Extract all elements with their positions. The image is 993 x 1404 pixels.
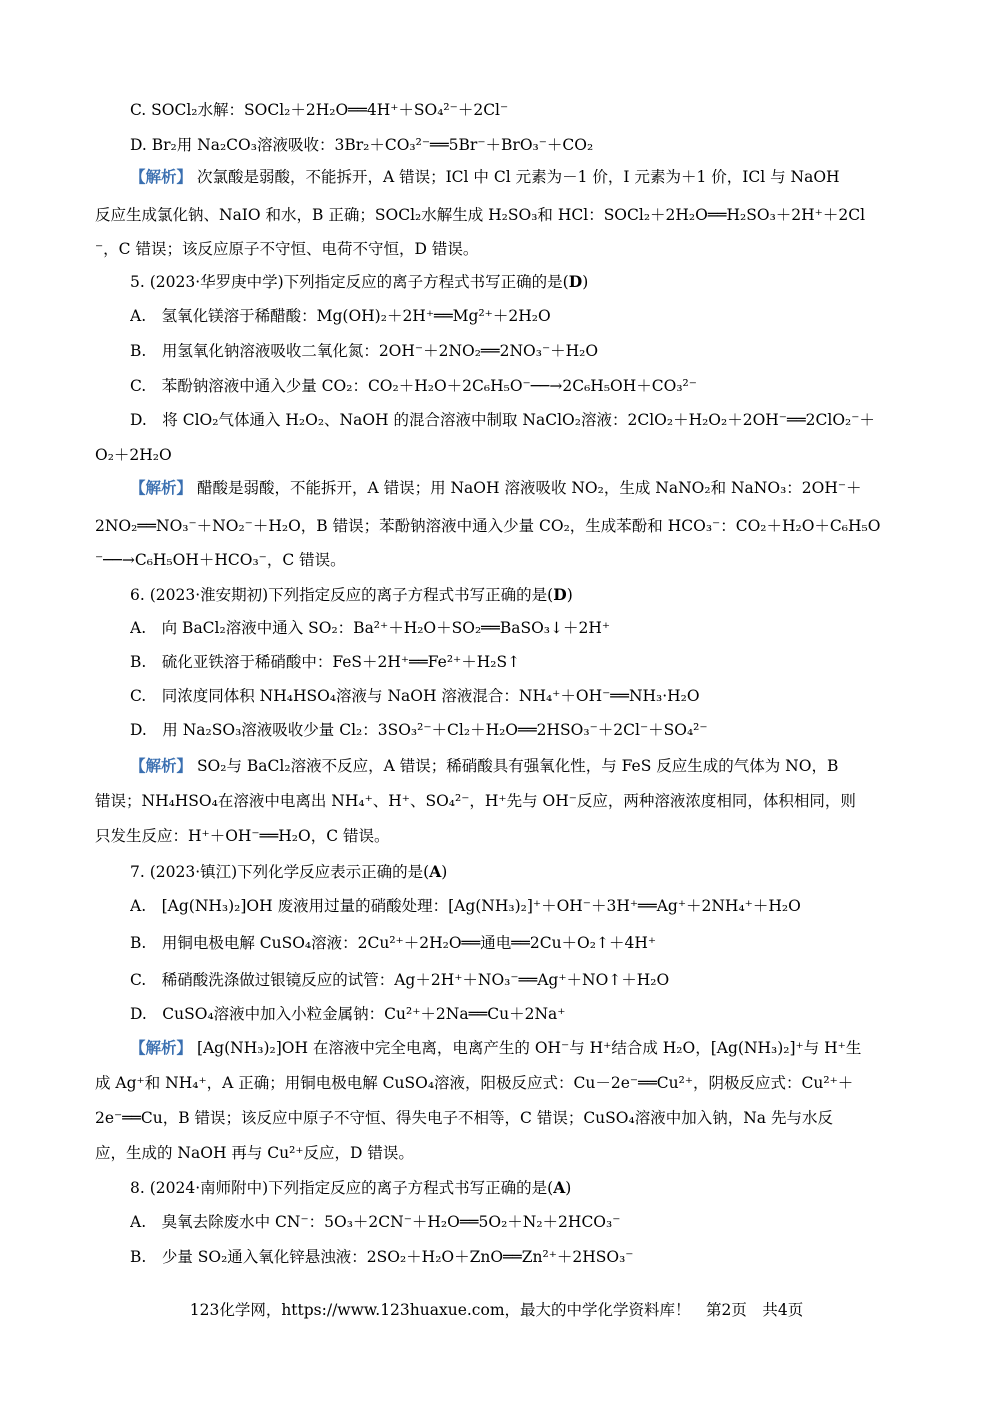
line-text: 应，生成的 NaOH 再与 Cu²⁺反应，D 错误。 [95, 1144, 414, 1162]
line-text: ⁻，C 错误；该反应原子不守恒、电荷不守恒，D 错误。 [95, 240, 479, 258]
text-line [130, 1247, 900, 1267]
text-line [130, 720, 900, 740]
line-text: 只发生反应：H⁺＋OH⁻══H₂O，C 错误。 [95, 827, 390, 845]
line-text: 8. (2024·南师附中)下列指定反应的离子方程式书写正确的是( [130, 1179, 554, 1197]
answer-letter: D [553, 585, 567, 604]
line-tail: ) [441, 863, 448, 881]
line-text: C. 稀硝酸洗涤做过银镜反应的试管：Ag＋2H⁺＋NO₃⁻══Ag⁺＋NO↑＋H₂O [130, 971, 670, 989]
line-text: 醋酸是弱酸，不能拆开，A 错误；用 NaOH 溶液吸收 NO₂，生成 NaNO₂和 NaNO₃：2OH⁻＋ [192, 479, 862, 497]
text-line [95, 1073, 900, 1093]
text-line [130, 478, 900, 498]
line-text: D. CuSO₄溶液中加入小粒金属钠：Cu²⁺＋2Na══Cu＋2Na⁺ [130, 1005, 566, 1023]
text-line [95, 1108, 900, 1128]
line-text: 2NO₂══NO₃⁻＋NO₂⁻＋H₂O，B 错误；苯酚钠溶液中通入少量 CO₂，生成苯酚和 HCO₃⁻：CO₂＋H₂O＋C₆H₅O [95, 517, 881, 535]
text-line [130, 135, 900, 155]
line-tail: ) [582, 273, 589, 291]
line-text: B. 用氢氧化钠溶液吸收二氧化氮：2OH⁻＋2NO₂══2NO₃⁻＋H₂O [130, 342, 599, 360]
line-text: B. 硫化亚铁溶于稀硝酸中：FeS＋2H⁺══Fe²⁺＋H₂S↑ [130, 653, 521, 671]
line-text: O₂＋2H₂O [95, 446, 172, 464]
text-line [95, 1143, 900, 1163]
line-text: C. 同浓度同体积 NH₄HSO₄溶液与 NaOH 溶液混合：NH₄⁺＋OH⁻══NH₃·H₂O [130, 687, 700, 705]
text-line [95, 516, 900, 536]
line-text: 6. (2023·淮安期初)下列指定反应的离子方程式书写正确的是( [130, 586, 554, 604]
line-text: 反应生成氯化钠、NaIO 和水，B 正确；SOCl₂水解生成 H₂SO₃和 HCl：SOCl₂＋2H₂O══H₂SO₃＋2H⁺＋2Cl [95, 206, 866, 224]
text-line [130, 100, 900, 120]
text-line [130, 1178, 900, 1198]
text-line [130, 341, 900, 361]
text-line [95, 550, 900, 570]
line-text: A. 向 BaCl₂溶液中通入 SO₂：Ba²⁺＋H₂O＋SO₂══BaSO₃↓＋2H⁺ [130, 619, 611, 637]
text-line [130, 376, 900, 396]
text-line [95, 239, 900, 259]
answer-letter: D [568, 272, 583, 291]
line-text: 成 Ag⁺和 NH₄⁺，A 正确；用铜电极电解 CuSO₄溶液，阳极反应式：Cu－2e⁻══Cu²⁺，阴极反应式：Cu²⁺＋ [95, 1074, 854, 1092]
analysis-tag: 【解析】 [130, 167, 193, 186]
line-tail: ) [565, 1179, 572, 1197]
analysis-tag: 【解析】 [130, 478, 193, 497]
text-line [130, 933, 900, 953]
text-line [130, 167, 900, 187]
line-tail: ) [566, 586, 573, 604]
text-line [130, 618, 900, 638]
line-text: A. 氢氧化镁溶于稀醋酸：Mg(OH)₂＋2H⁺══Mg²⁺＋2H₂O [130, 307, 551, 325]
text-line [130, 756, 900, 776]
line-text: A. 臭氧去除废水中 CN⁻：5O₃＋2CN⁻＋H₂O══5O₂＋N₂＋2HCO₃⁻ [130, 1213, 621, 1231]
line-text: C. SOCl₂水解：SOCl₂＋2H₂O══4H⁺＋SO₄²⁻＋2Cl⁻ [130, 101, 509, 119]
text-line [130, 1004, 900, 1024]
text-line [130, 652, 900, 672]
line-text: D. 将 ClO₂气体通入 H₂O₂、NaOH 的混合溶液中制取 NaClO₂溶液：2ClO₂＋H₂O₂＋2OH⁻══2ClO₂⁻＋ [130, 411, 875, 429]
analysis-tag: 【解析】 [130, 1038, 193, 1057]
line-text: D. 用 Na₂SO₃溶液吸收少量 Cl₂：3SO₃²⁻＋Cl₂＋H₂O══2HSO₃⁻＋2Cl⁻＋SO₄²⁻ [130, 721, 708, 739]
text-line [130, 410, 900, 430]
text-line [95, 445, 900, 465]
line-text: 2e⁻══Cu，B 错误；该反应中原子不守恒、得失电子不相等，C 错误；CuSO₄溶液中加入钠，Na 先与水反 [95, 1109, 833, 1127]
line-text: ⁻──→C₆H₅OH＋HCO₃⁻，C 错误。 [95, 551, 346, 569]
text-line [130, 686, 900, 706]
text-line [95, 826, 900, 846]
line-text: B. 少量 SO₂通入氧化锌悬浊液：2SO₂＋H₂O＋ZnO══Zn²⁺＋2HSO₃⁻ [130, 1248, 634, 1266]
line-text: 次氯酸是弱酸，不能拆开，A 错误；ICl 中 Cl 元素为－1 价，I 元素为＋1 价，ICl 与 NaOH [192, 168, 840, 186]
line-text: 5. (2023·华罗庚中学)下列指定反应的离子方程式书写正确的是( [130, 273, 569, 291]
text-line [130, 272, 900, 292]
line-text: 7. (2023·镇江)下列化学反应表示正确的是( [130, 863, 430, 881]
text-line [130, 1212, 900, 1232]
analysis-tag: 【解析】 [130, 756, 193, 775]
text-line [130, 585, 900, 605]
line-text: SO₂与 BaCl₂溶液不反应，A 错误；稀硝酸具有强氧化性，与 FeS 反应生成的气体为 NO，B [192, 757, 839, 775]
text-line [130, 862, 900, 882]
text-line [95, 205, 900, 225]
text-line [95, 791, 900, 811]
answer-letter: A [429, 862, 442, 881]
line-text: C. 苯酚钠溶液中通入少量 CO₂：CO₂＋H₂O＋2C₆H₅O⁻──→2C₆H₅OH＋CO₃²⁻ [130, 377, 697, 395]
text-line [130, 306, 900, 326]
line-text: 错误；NH₄HSO₄在溶液中电离出 NH₄⁺、H⁺、SO₄²⁻，H⁺先与 OH⁻反应，两种溶液浓度相同，体积相同，则 [95, 792, 856, 810]
text-line [130, 970, 900, 990]
page-footer: 123化学网，https://www.123huaxue.com，最大的中学化学资料库！ 第2页 共4页 [189, 1301, 804, 1319]
text-line [130, 896, 900, 916]
line-text: B. 用铜电极电解 CuSO₄溶液：2Cu²⁺＋2H₂O══通电══2Cu＋O₂↑＋4H⁺ [130, 934, 657, 952]
line-text: A. [Ag(NH₃)₂]OH 废液用过量的硝酸处理：[Ag(NH₃)₂]⁺＋OH⁻＋3H⁺══Ag⁺＋2NH₄⁺＋H₂O [130, 897, 801, 915]
line-text: [Ag(NH₃)₂]OH 在溶液中完全电离，电离产生的 OH⁻与 H⁺结合成 H₂O，[Ag(NH₃)₂]⁺与 H⁺生 [192, 1039, 862, 1057]
line-text: D. Br₂用 Na₂CO₃溶液吸收：3Br₂＋CO₃²⁻══5Br⁻＋BrO₃⁻＋CO₂ [130, 136, 594, 154]
answer-letter: A [553, 1178, 566, 1197]
text-line [130, 1038, 900, 1058]
